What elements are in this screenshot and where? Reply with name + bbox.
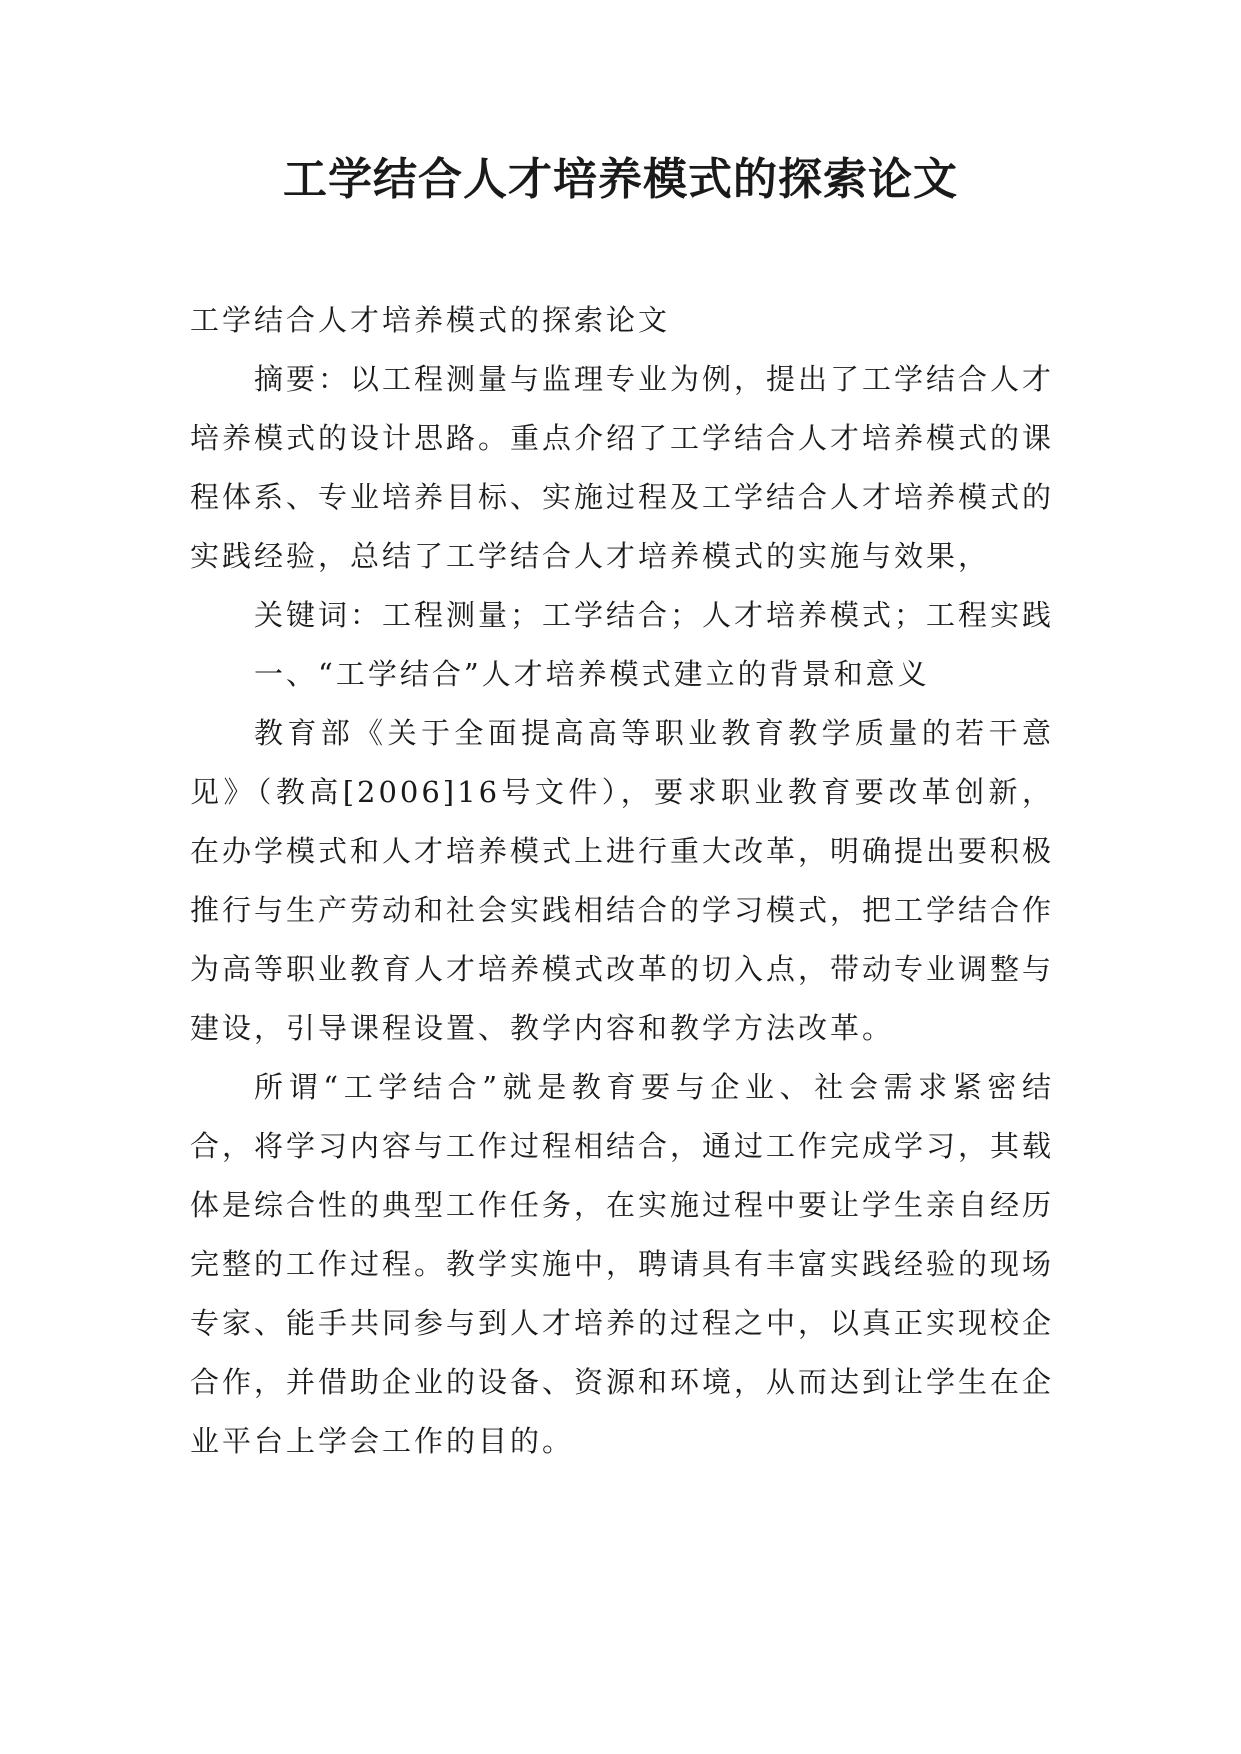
- body-paragraph: 教育部《关于全面提高高等职业教育教学质量的若干意见》（教高[2006]16号文件），要求职业教育要改革创新，在办学模式和人才培养模式上进行重大改革，明确提出要积极推行与生产劳动和社会实践相结合的学习模式，把工学结合作为高等职业教育人才培养模式改革的切入点，带动专业调整与建设，引导课程设置、教学内容和教学方法改革。: [190, 716, 1055, 1045]
- document-title: 工学结合人才培养模式的探索论文: [283, 154, 958, 205]
- abstract-paragraph: 摘要：以工程测量与监理专业为例，提出了工学结合人才培养模式的设计思路。重点介绍了工学结合人才培养模式的课程体系、专业培养目标、实施过程及工学结合人才培养模式的实践经验，总结了工学结合人才培养模式的实施与效果，: [190, 362, 1055, 573]
- document-subtitle: 工学结合人才培养模式的探索论文: [190, 303, 671, 337]
- section-heading: 一、“工学结合”人才培养模式建立的背景和意义: [254, 657, 930, 691]
- document-body: [190, 291, 1054, 1471]
- keywords-paragraph: 关键词：工程测量；工学结合；人才培养模式；工程实践: [254, 598, 1055, 632]
- body-paragraph: 所谓“工学结合”就是教育要与企业、社会需求紧密结合，将学习内容与工作过程相结合，通过工作完成学习，其载体是综合性的典型工作任务，在实施过程中要让学生亲自经历完整的工作过程。教学实施中，聘请具有丰富实践经验的现场专家、能手共同参与到人才培养的过程之中，以真正实现校企合作，并借助企业的设备、资源和环境，从而达到让学生在企业平台上学会工作的目的。: [190, 1070, 1055, 1458]
